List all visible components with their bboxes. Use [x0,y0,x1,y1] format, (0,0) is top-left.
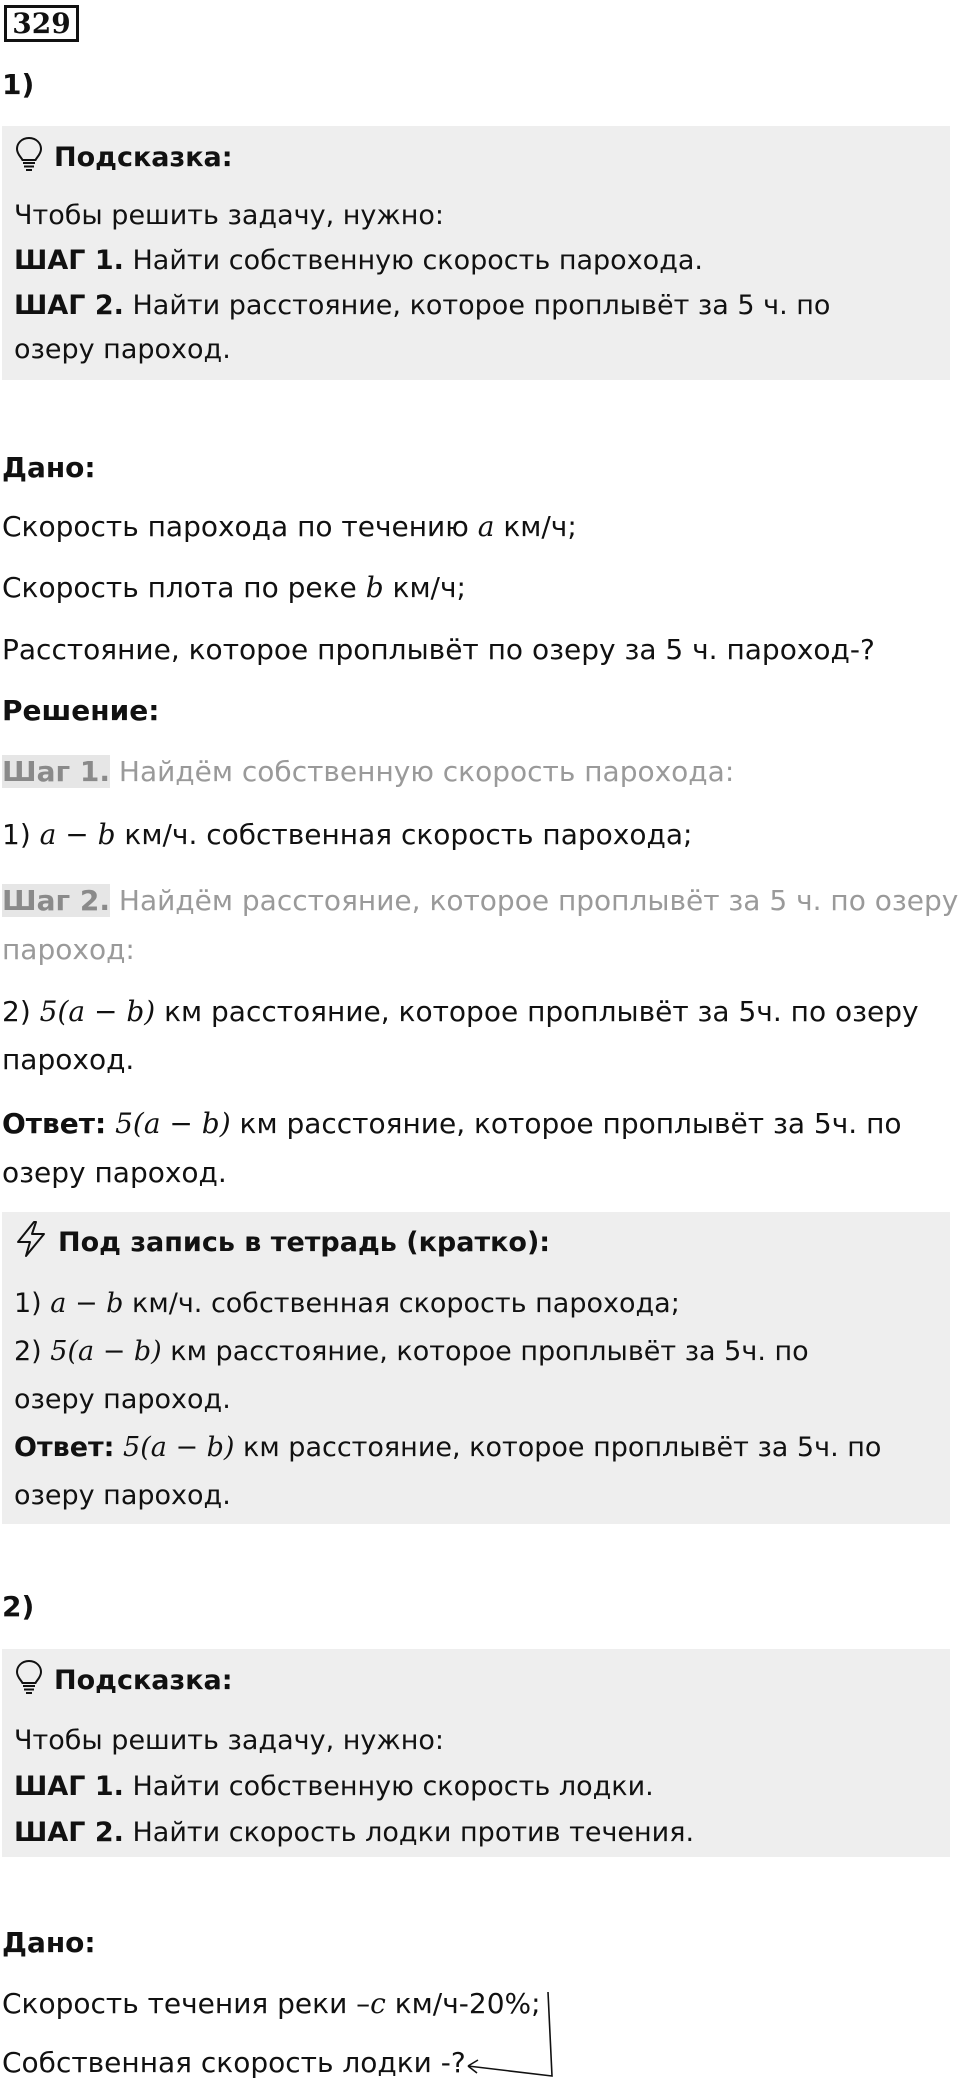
step-tag: Шаг 2. [2,884,110,917]
hint-header [14,136,233,179]
text: км/ч. собственная скорость парохода; [115,818,693,851]
text: Скорость парохода по течению [2,510,478,543]
notebook-header [14,1220,550,1265]
text: 1) [14,1288,51,1319]
answer-label: Ответ: [14,1432,115,1463]
hint-step2 [14,290,830,321]
step-text: Найдём расстояние, которое проплывёт за 5 ч. по озеру [109,884,959,917]
math-expr: a − b [39,818,116,851]
notebook-title: Под запись в тетрадь (кратко): [58,1227,551,1258]
part2-label: 2) [2,1590,35,1623]
step-text: Найти собственную скорость лодки. [123,1771,654,1802]
text: Скорость плота по реке [2,571,366,604]
step-label: ШАГ 1. [14,245,124,276]
solution-line-2-cont: пароход. [2,1043,135,1076]
task-number: 329 [4,5,79,42]
text: км/ч-20%; [385,1987,541,2020]
lightbulb-icon [14,136,54,179]
given-title-2: Дано: [2,1926,96,1959]
math-expr: 5(a − b) [123,1432,235,1463]
answer-line-cont: озеру пароход. [2,1156,227,1189]
given-line-2 [2,571,466,604]
arrow-annotation [460,1988,560,2085]
step-text: Найти собственную скорость парохода. [123,245,703,276]
hint-header [14,1659,233,1702]
notebook-line-1 [14,1288,680,1319]
text: км расстояние, которое проплывёт за 5ч. по [161,1336,809,1367]
hint-step1 [14,245,703,276]
lightning-icon [14,1220,58,1265]
step-label: ШАГ 2. [14,290,124,321]
text: 1) [2,818,40,851]
var-c: c [370,1987,386,2020]
solution-step2-cont: пароход: [2,933,135,966]
answer-label: Ответ: [2,1107,107,1140]
given2-line-2: Собственная скорость лодки -? [2,2046,466,2079]
math-expr: a − b [50,1288,124,1319]
part1-hint-box [2,126,950,380]
notebook-answer [14,1432,881,1463]
solution-line-1 [2,818,692,851]
math-expr: 5(a − b) [39,995,156,1028]
hint-title: Подсказка: [54,142,233,173]
text: 2) [14,1336,51,1367]
step-text: Найти расстояние, которое проплывёт за 5 ч. по [123,290,831,321]
text: км/ч; [383,571,466,604]
step-text: Найдём собственную скорость парохода: [109,755,735,788]
part1-label: 1) [2,68,35,101]
math-expr: 5(a − b) [115,1107,231,1140]
notebook-line-2-cont: озеру пароход. [14,1384,231,1415]
hint-title: Подсказка: [54,1665,233,1696]
solution-line-2 [2,995,919,1028]
text: км расстояние, которое проплывёт за 5ч. по [230,1107,902,1140]
solution-step2 [2,884,958,917]
solution-step1 [2,755,734,788]
text: км расстояние, которое проплывёт за 5ч. по [234,1432,882,1463]
text: км/ч. собственная скорость парохода; [123,1288,680,1319]
text: км/ч; [494,510,577,543]
solution-title: Решение: [2,694,160,727]
hint-intro: Чтобы решить задачу, нужно: [14,1725,444,1756]
math-expr: 5(a − b) [50,1336,162,1367]
hint-step2 [14,1817,694,1848]
text: Скорость течения реки – [2,1987,371,2020]
var-a: a [477,510,495,543]
part2-hint-box [2,1649,950,1857]
answer-line [2,1107,902,1140]
step-label: ШАГ 2. [14,1817,124,1848]
text: 2) [2,995,40,1028]
step-text: Найти скорость лодки против течения. [123,1817,695,1848]
given-line-3: Расстояние, которое проплывёт по озеру за 5 ч. пароход-? [2,633,875,666]
hint-step2-cont: озеру пароход. [14,334,231,365]
notebook-answer-cont: озеру пароход. [14,1480,231,1511]
given-title: Дано: [2,451,96,484]
hint-step1 [14,1771,654,1802]
notebook-box [2,1212,950,1524]
var-b: b [365,571,384,604]
hint-intro: Чтобы решить задачу, нужно: [14,200,444,231]
text: км расстояние, которое проплывёт за 5ч. по озеру [155,995,919,1028]
step-label: ШАГ 1. [14,1771,124,1802]
given-line-1 [2,510,577,543]
step-tag: Шаг 1. [2,755,110,788]
lightbulb-icon [14,1659,54,1702]
notebook-line-2 [14,1336,809,1367]
